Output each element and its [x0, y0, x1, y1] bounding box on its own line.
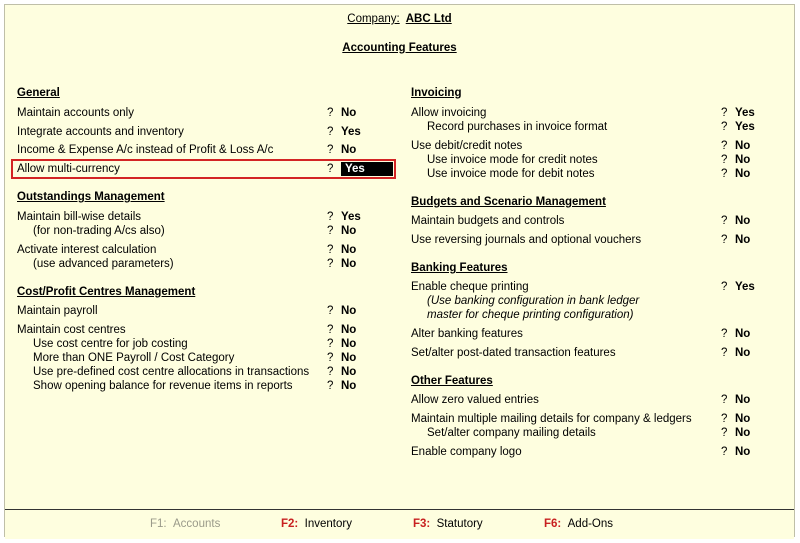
cheque-printing-value[interactable]: Yes — [735, 281, 755, 293]
field-interest[interactable]: Activate interest calculation ? No — [17, 244, 357, 256]
field-zero-entries[interactable]: Allow zero valued entries ? No — [411, 394, 751, 406]
section-budgets: Budgets and Scenario Management — [411, 196, 606, 208]
integrate-accounts-value[interactable]: Yes — [341, 126, 361, 138]
cheque-note-line-1: (Use banking configuration in bank ledger — [427, 295, 640, 307]
debit-credit-value[interactable]: No — [735, 140, 751, 152]
field-job-costing[interactable]: Use cost centre for job costing ? No — [33, 338, 357, 350]
field-record-purchases[interactable]: Record purchases in invoice format ? Yes — [427, 121, 755, 133]
field-non-trading[interactable]: (for non-trading A/cs also) ? No — [33, 225, 357, 237]
interest-value[interactable]: No — [341, 244, 357, 256]
f1-accounts-button[interactable]: F1: Accounts — [150, 518, 221, 530]
post-dated-value[interactable]: No — [735, 347, 751, 359]
field-cheque-printing[interactable]: Enable cheque printing ? Yes — [411, 281, 755, 293]
field-debit-credit-notes[interactable]: Use debit/credit notes ? No — [411, 140, 751, 152]
field-company-mailing[interactable]: Set/alter company mailing details ? No — [427, 427, 751, 439]
field-income-expense[interactable]: Income & Expense A/c instead of Profit & Loss A/c ? No — [17, 144, 357, 156]
zero-entries-value[interactable]: No — [735, 394, 751, 406]
field-advanced[interactable]: (use advanced parameters) ? No — [33, 258, 357, 270]
debit-invoice-value[interactable]: No — [735, 168, 751, 180]
section-general: General — [17, 87, 60, 99]
credit-invoice-value[interactable]: No — [735, 154, 751, 166]
maintain-budgets-value[interactable]: No — [735, 215, 751, 227]
section-invoicing: Invoicing — [411, 87, 462, 99]
field-integrate-accounts[interactable]: Integrate accounts and inventory ? Yes — [17, 126, 361, 138]
company-mailing-value[interactable]: No — [735, 427, 751, 439]
reversing-value[interactable]: No — [735, 234, 751, 246]
cheque-note-line-2: master for cheque printing configuration) — [427, 309, 634, 321]
bill-wise-value[interactable]: Yes — [341, 211, 361, 223]
section-cost-profit: Cost/Profit Centres Management — [17, 286, 196, 298]
section-outstandings: Outstandings Management — [17, 191, 165, 203]
payroll-value[interactable]: No — [341, 305, 357, 317]
maintain-accounts-only-value[interactable]: No — [341, 107, 357, 119]
cost-centres-value[interactable]: No — [341, 324, 357, 336]
field-debit-invoice-mode[interactable]: Use invoice mode for debit notes ? No — [427, 168, 751, 180]
field-maintain-accounts-only[interactable]: Maintain accounts only ? No — [17, 107, 357, 119]
page-title: Accounting Features — [342, 42, 457, 54]
f6-add-ons-button[interactable]: F6: Add-Ons — [544, 518, 614, 530]
field-reversing-journals[interactable]: Use reversing journals and optional vouchers ? No — [411, 234, 751, 246]
field-mailing-details[interactable]: Maintain multiple mailing details for company & ledgers ? No — [411, 413, 751, 425]
company-logo-value[interactable]: No — [735, 446, 751, 458]
income-expense-value[interactable]: No — [341, 144, 357, 156]
accounting-features-screen — [4, 4, 795, 537]
field-allow-invoicing[interactable]: Allow invoicing ? Yes — [411, 107, 755, 119]
field-predefined-allocations[interactable]: Use pre-defined cost centre allocations in transactions ? No — [33, 366, 357, 378]
multi-currency-value[interactable]: Yes — [341, 162, 393, 176]
allow-invoicing-value[interactable]: Yes — [735, 107, 755, 119]
field-maintain-budgets[interactable]: Maintain budgets and controls ? No — [411, 215, 751, 227]
field-payroll-category[interactable]: More than ONE Payroll / Cost Category ? No — [33, 352, 357, 364]
field-alter-banking[interactable]: Alter banking features ? No — [411, 328, 751, 340]
section-other-features: Other Features — [411, 375, 493, 387]
field-cost-centres[interactable]: Maintain cost centres ? No — [17, 324, 357, 336]
field-payroll[interactable]: Maintain payroll ? No — [17, 305, 357, 317]
alter-banking-value[interactable]: No — [735, 328, 751, 340]
payroll-category-value[interactable]: No — [341, 352, 357, 364]
advanced-value[interactable]: No — [341, 258, 357, 270]
predefined-value[interactable]: No — [341, 366, 357, 378]
field-company-logo[interactable]: Enable company logo ? No — [411, 446, 751, 458]
field-opening-balance[interactable]: Show opening balance for revenue items in reports ? No — [33, 380, 357, 392]
company-name: ABC Ltd — [405, 13, 452, 25]
mailing-value[interactable]: No — [735, 413, 751, 425]
section-banking: Banking Features — [411, 262, 508, 274]
company-label: Company: — [347, 13, 400, 25]
non-trading-value[interactable]: No — [341, 225, 357, 237]
opening-balance-value[interactable]: No — [341, 380, 357, 392]
f2-inventory-button[interactable]: F2: Inventory — [281, 518, 352, 530]
f3-statutory-button[interactable]: F3: Statutory — [413, 518, 483, 530]
field-multi-currency[interactable]: Allow multi-currency ? Yes — [17, 162, 397, 176]
job-costing-value[interactable]: No — [341, 338, 357, 350]
function-key-bar — [5, 509, 794, 539]
company-header — [5, 13, 794, 25]
field-bill-wise[interactable]: Maintain bill-wise details ? Yes — [17, 211, 361, 223]
record-purchases-value[interactable]: Yes — [735, 121, 755, 133]
field-post-dated[interactable]: Set/alter post-dated transaction features ? No — [411, 347, 751, 359]
field-credit-invoice-mode[interactable]: Use invoice mode for credit notes ? No — [427, 154, 751, 166]
